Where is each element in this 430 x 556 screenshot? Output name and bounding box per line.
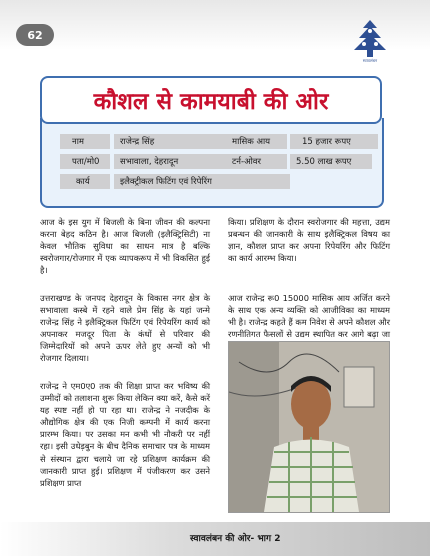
work-value: इलैक्ट्रीकल फिटिंग एवं रिपेरिंग [114, 174, 290, 189]
name-value: राजेन्द्र सिंह [114, 134, 222, 149]
logo-caption: स्वावलंबन [362, 58, 378, 63]
address-label: पता/मो0 [60, 154, 110, 169]
left-paragraph-2: उत्तराखण्ड के जनपद देहरादून के विकास नगर क्षेत्र के सभावाला कस्बे में रहने वाले प्रेम सिंह के यहां जन्मे राजेन्द्र सिंह ने इलैक्ट्रिकल फिटिंग एवं रिपेयरिंग कार्य को अपनाकर मजदूर पिता के कंधों से परिवार की जिम्मेदारियों को अपने ऊपर लेते हुए अन्यों को भी रोजगार दिलाया। [40, 293, 210, 364]
profile-panel [40, 118, 384, 208]
work-label: कार्य [60, 174, 110, 189]
right-paragraph-2: आज राजेन्द्र रू0 15000 मासिक आय अर्जित करने के साथ एक अन्य व्यक्ति को आजीविका का माध्यम भी है। राजेन्द्र कहते हैं कम निवेश से अपने कौशल और रणनीतिगत फैसलों से उद्यम स्थापित कर आगे बढ़ा जा [228, 293, 390, 340]
income-value: 15 हजार रूपए [290, 134, 378, 149]
footer-bar [0, 522, 430, 556]
page-number-badge: 62 [16, 24, 54, 46]
address-value: सभावाला, देहरादून [114, 154, 222, 169]
portrait-illustration [229, 342, 389, 512]
footer-text: स्वावलंबन की ओर- भाग 2 [190, 534, 281, 544]
page-title: कौशल से कामयाबी की ओर [93, 89, 329, 115]
portrait-photo [228, 341, 390, 513]
left-paragraph-3: राजेन्द्र ने एम0ए0 तक की शिक्षा प्राप्त कर भविष्य की उम्मीदों को तलाशना शुरू किया लेकिन क्या करें, कैसे करें यह स्पष्ट नहीं हो पा रहा था। राजेन्द्र ने नजदीक के औद्योगिक क्षेत्र की एक निजी कम्पनी में कार्य करना प्रारम्भ किया। पर उसका मन कभी भी नौकरी पर नहीं रहा। इसी उधेड़बुन के बीच दैनिक समाचार पत्र के माध्यम से संस्थान द्वारा चलाये जा रहे प्रशिक्षण कार्यक्रम की जानकारी प्राप्त हुई। प्रशिक्षण में पंजीकरण कर उसने प्रशिक्षण प्राप्त [40, 381, 210, 488]
turnover-value: 5.50 लाख रूपए [290, 154, 372, 169]
right-paragraph-1: किया। प्रशिक्षण के दौरान स्वरोजगार की महत्ता, उद्यम प्रबन्धन की जानकारी के साथ इलैक्ट्रिकल विषय का ज्ञान, कौशल प्राप्त कर अपना रिपेयरिंग और फिटिंग का कार्य आरम्भ किया। [228, 217, 390, 264]
title-box [40, 76, 382, 124]
income-label: मासिक आय [220, 134, 287, 149]
turnover-label: टर्न-ओवर [220, 154, 287, 169]
name-label: नाम [60, 134, 110, 149]
left-paragraph-1: आज के इस युग में बिजली के बिना जीवन की कल्पना करना बेहद कठिन है। आज बिजली (इलैक्ट्रिसिटी) ना केवल भौतिक सुविधा का साधन मात्र है बल्कि स्वरोजगार/रोजगार में एक व्यापकरूप में भी विकसित हुई है। [40, 217, 210, 276]
